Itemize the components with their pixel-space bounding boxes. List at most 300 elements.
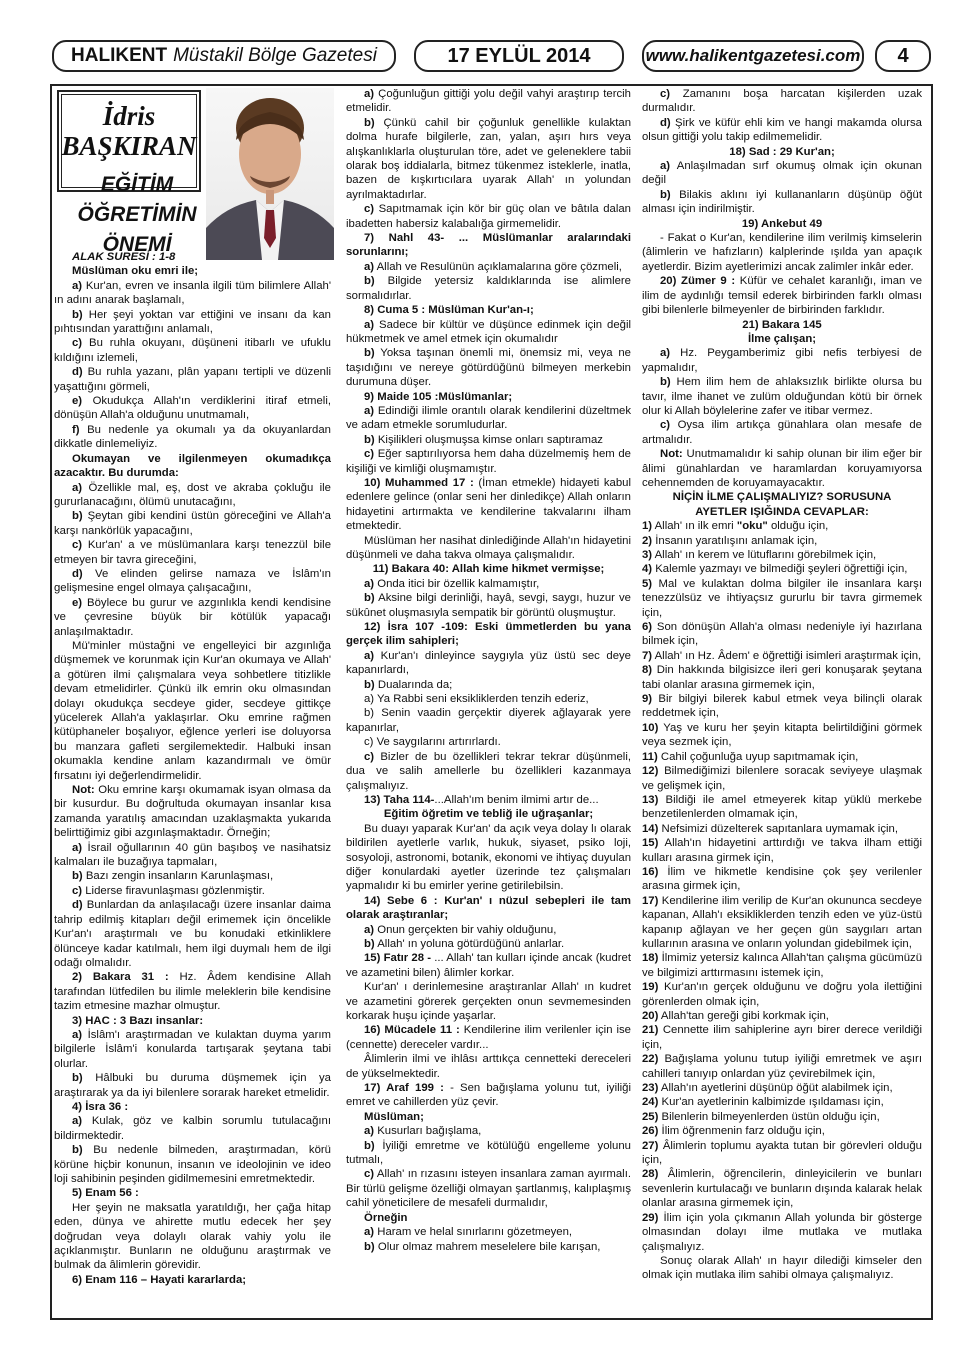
paragraph-label: 6) (642, 621, 653, 634)
paragraph-text: Bu ruhla okuyanı, düşüneni itibarlı ve ufuklu kıldığını izlemeli, (54, 337, 331, 364)
article-paragraph (54, 1071, 331, 1100)
paragraph-text: ALAK SURESİ : 1-8 (72, 251, 176, 263)
author-portrait-image (206, 88, 334, 260)
article-paragraph (346, 750, 631, 793)
paragraph-text: Hz. Peygamberimiz gibi nefis terbiyesi de yapmalıdır, (642, 347, 922, 374)
paragraph-text: Haram ve helal sınırlarını gözetmeyen, (374, 1226, 573, 1239)
paragraph-label: d) (72, 899, 83, 912)
article-paragraph (346, 274, 631, 303)
article-paragraph (642, 318, 922, 332)
paragraph-text: a) Ya Rabbi seni eksikliklerden tenzih ederiz, (364, 693, 589, 706)
article-paragraph (54, 970, 331, 1013)
article-paragraph (642, 490, 922, 504)
paragraph-label: b) (660, 188, 671, 201)
paragraph-text: - Fakat o Kur'an, kendilerine ilim verilmiş kimselerin (âlimlerin ve hafızların) kalplerinde ışılda yan apaçık ayetlerdir. Bizim ayetlerimizi ancak zalimler inkâr eder. (642, 232, 922, 273)
paragraph-label: b) (72, 870, 83, 883)
paragraph-text: 8) Cuma 5 : Müslüman Kur'an-ı; (364, 304, 534, 317)
paragraph-label: Not: (660, 448, 683, 461)
paragraph-text: 5) Enam 56 : (72, 1187, 139, 1200)
article-paragraph (346, 649, 631, 678)
article-paragraph (346, 591, 631, 620)
article-paragraph (642, 1124, 922, 1138)
masthead-brand: HALIKENT (71, 45, 168, 66)
paragraph-label: a) (364, 1226, 375, 1239)
article-paragraph (54, 308, 331, 337)
article-paragraph (642, 375, 922, 418)
article-paragraph (642, 865, 922, 894)
paragraph-text: Cennette ilim sahiplerine ayrı birer derece verildiği için, (642, 1024, 922, 1051)
article-paragraph (346, 303, 631, 317)
article-paragraph (642, 1095, 922, 1109)
paragraph-text: İlim için yola çıkmanın Allah yolunda bir gösterge olmasından dolayı ilme mutlaka ve mutlaka çalışmalıyız. (642, 1211, 922, 1253)
paragraph-text: Allah' ın ilk emri (652, 520, 737, 533)
paragraph-label: a) (364, 404, 375, 417)
paragraph-text: Özellikle mal, eş, dost ve akraba çokluğu ile gururlanacağını, ölümü unutacağını, (54, 481, 331, 508)
article-paragraph (346, 231, 631, 260)
paragraph-label: 11) (642, 750, 658, 763)
article-paragraph (642, 145, 922, 159)
article-paragraph (346, 980, 631, 1023)
paragraph-text: Bazı zengin insanların Karunlaşması, (82, 870, 274, 883)
article-paragraph (642, 505, 922, 519)
article-paragraph (54, 452, 331, 481)
paragraph-text: Müslüman oku emri ile; (72, 265, 199, 278)
paragraph-text: Allah ve Resulünün açıklamalarına göre çözmeli, (374, 260, 622, 273)
paragraph-text: olduğu için, (767, 520, 829, 533)
article-paragraph (642, 534, 922, 548)
article-paragraph (642, 663, 922, 692)
paragraph-label: c) (72, 539, 83, 552)
paragraph-label: b) (364, 116, 375, 129)
paragraph-text: Yoksa taşınan önemli mi, önemsiz mi, veya ne taşıdığını ve nereye götürdüğünü bilmeyen merkebin durumuna düşer. (346, 347, 631, 389)
article-paragraph (54, 1186, 331, 1200)
paragraph-text: Âlimlerin ilmi ve ihlâsı arttıkça cennetteki dereceleri de yükselmektedir. (346, 1053, 631, 1080)
paragraph-text: Bilenlerin bilmeyenlerden üstün olduğu için, (658, 1110, 880, 1123)
article-paragraph (346, 1110, 631, 1124)
paragraph-label: 16) Mücadele 11 : (364, 1024, 460, 1037)
paragraph-label: a) (72, 481, 83, 494)
article-paragraph (642, 692, 922, 721)
article-paragraph (642, 1052, 922, 1081)
article-paragraph (642, 620, 922, 649)
article-paragraph (54, 869, 331, 883)
paragraph-label: 9) (642, 693, 653, 706)
article-paragraph (54, 481, 331, 510)
article-paragraph (642, 1211, 922, 1254)
paragraph-label: b) (72, 308, 83, 321)
article-paragraph (54, 841, 331, 870)
article-paragraph (346, 793, 631, 807)
article-paragraph (346, 577, 631, 591)
article-paragraph (54, 538, 331, 567)
article-paragraph (642, 793, 922, 822)
article-paragraph (642, 1254, 922, 1283)
paragraph-text: İsrail oğullarının 40 gün başıboş ve nasihatsiz kalmaları ile buzağıya tapmaları, (54, 841, 331, 869)
paragraph-text: Allah'ın hidayetini arttırdığı ve takva ilham ettiği kulları arasına girmek için, (642, 837, 922, 864)
paragraph-label: b) (364, 937, 375, 950)
paragraph-label: a) (364, 88, 375, 100)
article-paragraph (54, 1273, 331, 1287)
article-paragraph (642, 87, 922, 116)
paragraph-label: 14) (642, 822, 659, 835)
paragraph-text: Eğitim öğretim ve tebliğ ile uğraşanlar; (383, 808, 594, 821)
paragraph-text: İlmimiz yetersiz kalınca Allah'tan çalışma gücümüzü ve bilgimizi arttırmasını istemek için, (642, 952, 922, 979)
paragraph-text: 7) Nahl 43- ... Müslümanlar aralarındaki sorunlarını; (346, 232, 631, 259)
paragraph-text: Bu nedenle bilmeden, araştırmadan, körü körüne hiçbir konunun, insanın ve ideolojinin ve ideo loji sahibinin peşinden gidilmemesini emretmektedir. (54, 1144, 331, 1185)
paragraph-label: 21) (642, 1024, 659, 1037)
article-paragraph (642, 159, 922, 188)
article-paragraph (642, 116, 922, 145)
paragraph-text: Zamanını boşa harcatan kişilerden uzak durmalıdır. (642, 88, 922, 115)
article-paragraph (54, 423, 331, 452)
issue-date: 17 EYLÜL 2014 (414, 40, 624, 72)
paragraph-text: (İman etmekle) hidayeti kabul edenlere gelince (onlar seni her dinledikçe) Allah onların hidayetini artırmakta ve kendilerine takvalarını ilham etmektedir. (346, 476, 631, 533)
article-paragraph (346, 404, 631, 433)
paragraph-text: Okudukça Allah'ın verdiklerini itiraf etmeli, dönüşün Allah'a olduğunu unutmamalı, (54, 395, 331, 422)
article-paragraph (54, 1028, 331, 1071)
paragraph-text: Son dönüşün Allah'a olması nedeniyle iyi hazırlana bilmek için, (642, 621, 922, 648)
article-paragraph (346, 822, 631, 894)
paragraph-text: 21) Bakara 145 (742, 318, 822, 331)
article-paragraph (346, 894, 631, 923)
article-paragraph (54, 509, 331, 538)
paragraph-text: Mü'minler müstağni ve engelleyici bir azgınlığa düşmemek ve korunmak için Kur'an okumaya ve Allah' a götüren ilmi çalışmalara veya sohbetlere titizlikle devam etmelidirler. Çünkü ilk emrin oku olmasından dolayı okudukça secdeye gider, secdeye gittikçe yücelerek Allah'a yaklaşırlar. Oku emrine rağmen kütüphaneler boşalıyor, eğlence yerleri ise doluyorsa bu manzara gafleti sergilemektedir. Halbuki insan okumakla kendine anlam kazandırmalı ve ömür fırsatını iyi değerlendirmelidir. (54, 639, 331, 782)
article-paragraph (346, 534, 631, 563)
article-paragraph (54, 639, 331, 783)
masthead-subtitle: Müstakil Bölge Gazetesi (173, 45, 377, 66)
paragraph-text: Âlimlerin toplumu ayakta tutan bir görevleri olduğu için, (642, 1139, 922, 1167)
article-paragraph (346, 1240, 631, 1254)
paragraph-label: c) (364, 203, 375, 216)
paragraph-label: a) (72, 1028, 83, 1041)
paragraph-text: 3) HAC : 3 Bazı insanlar: (72, 1014, 204, 1027)
paragraph-label: 17) (642, 894, 659, 907)
paragraph-text: İyiliği emretme ve kötülüğü engelleme yolunu tutmalı, (346, 1139, 631, 1167)
article-paragraph (642, 894, 922, 952)
paragraph-text: 11) Bakara 40: Allah kime hikmet vermişse; (372, 563, 605, 576)
paragraph-text: Bu ruhla yazanı, plân yapanı tertipli ve düzenli yaşattığını görmeli, (54, 366, 331, 393)
article-paragraph (642, 1009, 922, 1023)
article-paragraph (54, 596, 331, 639)
paragraph-label: b) (364, 347, 375, 360)
article-paragraph (642, 188, 922, 217)
article-paragraph (346, 346, 631, 389)
article-paragraph (54, 394, 331, 423)
masthead (52, 40, 396, 72)
article-paragraph (346, 476, 631, 534)
paragraph-text: Onun gerçekten bir vahiy olduğunu, (374, 923, 557, 936)
paragraph-label: c) (364, 750, 375, 763)
paragraph-text: Edindiği ilimle orantılı olarak kendilerini düzeltmek ve adam etmekle sorumludurlar. (346, 404, 631, 432)
paragraph-label: 10) Muhammed 17 : (364, 476, 474, 489)
paragraph-text: Din hakkında bilgisizce ileri geri konuşarak şeytana tabi olanlar arasına girmemek için, (642, 664, 922, 691)
paragraph-label: 2) (642, 534, 653, 547)
paragraph-text: Kur'an, evren ve insanla ilgili tüm bilimlere Allah' ın adını anarak başlamalı, (54, 279, 331, 307)
article-paragraph (346, 706, 631, 735)
article-paragraph (346, 1167, 631, 1210)
article-paragraph (642, 577, 922, 620)
article-paragraph (346, 807, 631, 821)
paragraph-text: Kur'an' a ve müslümanlara karşı tenezzül bile etmeyen bir tavra gireceğini, (54, 539, 331, 566)
paragraph-label: 12) (642, 765, 659, 778)
paragraph-text: 9) Maide 105 :Müslümanlar; (364, 390, 513, 403)
paragraph-text: Şeytan gibi kendini üstün göreceğini ve Allah'a karşı nankörlük yapacağını, (54, 510, 331, 537)
paragraph-label: c) (72, 337, 83, 350)
paragraph-label: b) (364, 1139, 375, 1152)
paragraph-label: a) (72, 279, 83, 292)
website-url[interactable]: www.halikentgazetesi.com (642, 40, 864, 72)
article-paragraph (346, 1081, 631, 1110)
paragraph-text: Şirk ve küfür ehli kim ve hangi makamda olursa olsun gittiği yolu takip edilmemelidir. (642, 116, 922, 144)
paragraph-text: b) Senin vaadin gerçektir diyerek ağlayarak yere kapanırlar, (346, 707, 631, 734)
article-paragraph (346, 1225, 631, 1239)
paragraph-text: Bizler de bu özellikleri tekrar tekrar düşünmeli, dua ve salih amellerle bu özellikleri kazanmaya çalışmalıyız. (346, 750, 631, 792)
paragraph-text: NİÇİN İLME ÇALIŞMALIYIZ? SORUSUNA (672, 491, 892, 504)
paragraph-text: c) Ve saygılarını artırırlardı. (364, 736, 501, 749)
paragraph-label: 1) (642, 520, 653, 533)
paragraph-text: Bu duayı yaparak Kur'an' da açık veya dolay lı olarak bildirilen ayetlerle varlık, hukuk, siyaset, psiko loji, sosyoloji, astronomi, botanik, ekonomi ve ihtiyaç duyulan diğer konulardaki ayetler üzerinde tez çalışmaları yapmalıdır ki bu emirler yerine getirilebilsin. (346, 822, 632, 893)
paragraph-label: 5) (642, 577, 653, 590)
page-header (52, 36, 927, 70)
paragraph-label: 28) (642, 1168, 659, 1181)
paragraph-label: 27) (642, 1139, 659, 1152)
paragraph-label: b) (72, 1144, 83, 1157)
paragraph-text: Çünkü cahil bir çoğunluk genellikle kulaktan dolma hurafe bilgilerle, zan, yalan, aşırı hırs veya alışkanlıklarla oluşturulan töre, adet ve geleneklere tabii olarak boş iddialarla, bitmez tükenmez isteklerle, inatla, bazen de kışkırtıcılara uyarak Allah' ın yolundan ayrılmaktadırlar. (346, 116, 631, 201)
paragraph-text: Sadece bir kültür ve düşünce edinmek için değil hükmetmek ve amel etmek için okumalıdır (346, 318, 631, 345)
paragraph-text: AYETLER IŞIĞINDA CEVAPLAR: (695, 505, 869, 518)
paragraph-text: Müslüman her nasihat dinlediğinde Allah'ın hidayetini düşünmeli ve daha takva olmaya çalışmalıdır. (346, 534, 631, 561)
paragraph-text: Allah' ın rızasını isteyen insanlara zaman ayırmalı. Bir türlü gelişme özelliği olmayan şartlanmış, kalıplaşmış cahil yöneticilere de mesafeli durmalıdır, (346, 1168, 631, 1210)
paragraph-label: 20) (642, 1010, 659, 1022)
paragraph-label: 13) (642, 793, 659, 806)
paragraph-label: 15) (642, 837, 659, 850)
paragraph-label: c) (660, 419, 671, 432)
article-paragraph (642, 1081, 922, 1095)
paragraph-text: Bir bilgiyi bilerek kabul etmek veya bilinçli olarak reddetmek için, (642, 693, 922, 720)
article-paragraph (346, 923, 631, 937)
paragraph-label: 25) (642, 1110, 659, 1123)
article-paragraph (54, 1201, 331, 1273)
article-title-line: EĞİTİM (100, 173, 174, 196)
article-paragraph (346, 562, 631, 576)
article-paragraph (346, 87, 631, 116)
article-paragraph (346, 1124, 631, 1138)
article-paragraph (54, 1100, 331, 1114)
paragraph-text: Her şeyi yoktan var ettiğini ve insanı da kan pıhtısından yarattığını anlamalı, (54, 308, 331, 336)
paragraph-text: Kişilikleri oluşmuşsa kimse onları saptıramaz (374, 433, 603, 446)
paragraph-text: Her şeyin ne maksatla yaratıldığı, her çağa hitap eden, dünya ve ahirette mutlu edecek her şey doğrudan veya dolaylı olarak vahiy yolu ile açıklanmıştır. Bunların ne olduğunu araştırmak ve bulmak da âlimlerin görevidir. (54, 1201, 331, 1272)
paragraph-label: d) (72, 567, 83, 580)
article-paragraph (54, 250, 331, 264)
article-paragraph (346, 1052, 631, 1081)
paragraph-label: 4) (642, 563, 653, 576)
article-paragraph (54, 1114, 331, 1143)
paragraph-label: b) (72, 510, 83, 523)
paragraph-label: 15) Fatır 28 - (364, 952, 432, 965)
article-title-line: ÖNEMİ (102, 233, 172, 256)
paragraph-label: 19) (642, 981, 659, 994)
paragraph-text: 14) Sebe 6 : Kur'an' ı nüzul sebepleri ile tam olarak araştıranlar; (346, 894, 631, 922)
paragraph-text: Örneğin (364, 1211, 408, 1224)
paragraph-text: Sonuç olarak Allah' ın hayır dilediği kimseler den olmak için mutlaka ilim sahibi olmaya çalışmalıyız. (642, 1254, 922, 1282)
paragraph-label: c) (72, 884, 83, 897)
paragraph-text: Kulak, göz ve kalbin sorumlu tutulacağını bildirmektedir. (54, 1115, 331, 1142)
paragraph-text: 18) Sad : 29 Kur'an; (729, 145, 835, 158)
article-paragraph (642, 562, 922, 576)
paragraph-text: Bunlardan da anlaşılacağı üzere insanlar daima tahrip edilmiş kitapları değil erimemek için öncelikle Kur'an'ı araştırmalı ve bu konudaki etkinliklere ölünceye kadar katılmalı, hem ilgi duymalı hem de ilgi odağı olmalıdır. (54, 899, 331, 969)
paragraph-text: Kusurları bağışlama, (374, 1125, 482, 1138)
article-paragraph (642, 519, 922, 533)
paragraph-text: Yaş ve kuru her şeyin kitapta belirtildiğini görmek veya sezmek için, (642, 721, 922, 749)
article-paragraph (346, 951, 631, 980)
paragraph-label: a) (660, 347, 671, 360)
paragraph-label: b) (364, 678, 375, 691)
paragraph-text: 12) İsra 107 -109: Eski ümmetlerden bu yana gerçek ilim sahipleri; (346, 621, 631, 648)
paragraph-text: Bildiği ile amel etmeyerek kitap yüklü merkebe benzetilenlerden olmamak için, (642, 793, 922, 821)
paragraph-label: Not: (72, 784, 95, 797)
article-paragraph (642, 548, 922, 562)
article-paragraph (346, 1139, 631, 1168)
paragraph-text: Küfür ve cehalet karanlığı, iman ve ilim de aydınlığı temsil ederek birbirinden farklı olması gibi bilenlerle bilmeyenler de birbirinden farklıdır. (642, 275, 923, 317)
paragraph-text: Anlaşılmadan sırf okumuş olmak için okunan değil (642, 160, 922, 187)
article-paragraph (54, 336, 331, 365)
paragraph-text: Kur'an' ı derinlemesine araştıranlar Allah' ın kudret ve azametini görerek gerçekten onun sevmemesinden korkarak huşu içinde yaşarlar. (346, 981, 631, 1022)
paragraph-text: 6) Enam 116 – Hayati kararlarda; (72, 1273, 247, 1286)
paragraph-label: 16) (642, 865, 659, 878)
paragraph-label: a) (364, 577, 375, 590)
paragraph-text: Olur olmaz mahrem meselelere bile karışan, (374, 1240, 601, 1253)
paragraph-label: a) (364, 923, 375, 936)
paragraph-label: f) (72, 423, 80, 436)
page-number: 4 (875, 40, 931, 72)
paragraph-text: Sapıtmamak için kör bir güç olan ve bâtıla dalan ibadetten habersiz kalabalığa girmemelidir. (346, 203, 631, 230)
paragraph-label: b) (72, 1072, 83, 1085)
article-column-2 (346, 87, 631, 1254)
article-paragraph (346, 116, 631, 202)
paragraph-text: Eğer saptırılıyorsa hem daha düzelmemiş hem de kişiliği ve kimliği oluşmamıştır. (346, 448, 631, 475)
article-paragraph (54, 884, 331, 898)
article-paragraph (54, 567, 331, 596)
article-paragraph (642, 1139, 922, 1168)
article-paragraph (346, 1023, 631, 1052)
paragraph-text: Mal ve kulaktan dolma bilgiler ile insanlara karşı tenezzülsüz ve ihtiyaçsız gururlu bir tavra girmemek için, (642, 577, 922, 619)
paragraph-text: Kalemle yazmayı ve bilmediği şeyleri öğrettiği için, (652, 563, 908, 576)
paragraph-label: a) (72, 1115, 83, 1128)
paragraph-label: 8) (642, 664, 653, 677)
paragraph-label: 7) (642, 649, 653, 662)
emphasis-text: "oku" (736, 520, 768, 533)
paragraph-label: d) (72, 366, 83, 379)
paragraph-label: 20) Zümer 9 : (660, 275, 736, 288)
article-paragraph (642, 764, 922, 793)
article-paragraph (346, 937, 631, 951)
article-paragraph (346, 433, 631, 447)
paragraph-text: Onda itici bir özellik kalmamıştır, (374, 577, 540, 590)
paragraph-label: a) (660, 160, 671, 173)
article-paragraph (54, 1143, 331, 1186)
paragraph-label: 29) (642, 1211, 659, 1224)
article-paragraph (642, 980, 922, 1009)
paragraph-text: - Sen bağışlama yolunu tut, iyiliği emret ve cahillerden yüz çevir. (346, 1082, 631, 1109)
article-paragraph (642, 750, 922, 764)
paragraph-text: Müslüman; (364, 1110, 424, 1123)
article-paragraph (346, 678, 631, 692)
article-paragraph (642, 274, 922, 317)
article-paragraph (346, 692, 631, 706)
paragraph-label: b) (364, 592, 375, 605)
paragraph-text: Âlimlerin, öğrencilerin, dinleyicilerin ve bunları sevenlerin kurtulacağı ve bunların dışında kalarak helak olanlar arasına girmemek için, (642, 1168, 922, 1210)
article-paragraph (642, 822, 922, 836)
paragraph-text: İlim öğrenmenin farz olduğu için, (658, 1125, 825, 1138)
paragraph-label: b) (660, 376, 671, 389)
article-paragraph (642, 951, 922, 980)
article-paragraph (54, 264, 331, 278)
paragraph-label: 10) (642, 721, 659, 734)
paragraph-label: 22) (642, 1053, 659, 1066)
paragraph-text: Hem ilim hem de ahlaksızlık birlikte olursa bu tavır, ilme ihanet ve zulüm olduğundan kötü bir örnek olur ki Allah böylelerine zafer ve itibar vermez. (642, 376, 922, 417)
article-paragraph (346, 735, 631, 749)
paragraph-label: 18) (642, 952, 659, 965)
paragraph-text: Kur'an'ı dinleyince saygıyla yüz üstü sec deye kapanırlardı, (346, 649, 631, 677)
article-paragraph (54, 279, 331, 308)
paragraph-text: Ve elinden gelirse namaza ve İslâm'ın gelişmesine engel olmaya çalışacağını, (54, 567, 331, 595)
article-paragraph (346, 318, 631, 347)
paragraph-text: Allah' ın kerem ve lütuflarını görebilmek için, (652, 549, 877, 561)
paragraph-text: Nefsimizi düzelterek sapıtanlara uymamak için, (658, 822, 898, 835)
paragraph-text: Allah'tan gereği gibi korkmak için, (658, 1010, 829, 1022)
article-paragraph (54, 783, 331, 841)
paragraph-label: b) (364, 275, 375, 288)
author-first-name: İdris (102, 101, 156, 131)
paragraph-label: c) (364, 448, 375, 461)
paragraph-text: İslâm'ı araştırmadan ve kulaktan duyma yarım bilgilerle İslâm'i konularda tartışarak şeytana tabi olurlar. (54, 1028, 331, 1070)
paragraph-text: Kendilerine ilim verilip de Kur'an okununca secdeye kapanan, Allah'ı eksikliklerden tenzih eden ve yüz-üstü kapanıp ağlayan ve her geçen gün saygıları artan kullarının arasına ve onların yolundan gidebilmek için, (642, 894, 922, 950)
paragraph-text: Bilgide yetersiz kaldıklarında ise alimlere sormalıdırlar. (346, 275, 631, 302)
paragraph-text: Çoğunluğun gittiği yolu değil vahyi araştırıp tercih etmelidir. (346, 88, 631, 115)
article-paragraph (54, 365, 331, 394)
article-paragraph (346, 1211, 631, 1225)
article-paragraph (346, 620, 631, 649)
paragraph-label: 13) Taha 114- (364, 793, 435, 806)
paragraph-text: Oku emrine karşı okumamak isyan olmasa da bir kusurdur. Bu doğrultuda okumayan insanlar kısa zamanda yaratılış amacından uzaklaşmakta yukarıda belirttiğimiz gibi azgınlaşmaktadır. Örneğin; (54, 784, 331, 840)
article-paragraph (642, 346, 922, 375)
paragraph-label: 26) (642, 1125, 659, 1138)
author-photo (206, 88, 334, 260)
paragraph-label: b) (364, 433, 375, 446)
article-paragraph (346, 202, 631, 231)
article-paragraph (54, 898, 331, 970)
paragraph-label: a) (72, 841, 83, 854)
article-paragraph (642, 447, 922, 490)
paragraph-label: 2) Bakara 31 : (72, 971, 169, 984)
article-title-line: ÖĞRETİMİN (77, 203, 197, 226)
article-column-3 (642, 87, 922, 1283)
article-paragraph (642, 1167, 922, 1210)
paragraph-text: İlim ve hikmetle kendisine çok şey verilenler arasına girmek için, (642, 865, 922, 893)
article-paragraph (642, 649, 922, 663)
paragraph-label: e) (72, 596, 83, 609)
paragraph-text: Oysa ilim artıkça günahlara olan mesafe de artmalıdır. (642, 419, 922, 446)
paragraph-label: e) (72, 395, 83, 408)
paragraph-text: İlme çalışan; (747, 332, 817, 345)
paragraph-text: Bağışlama yolunu tutup iyiliği emretmek ve aşırı cahilleri tanıyıp onlardan yüz çevirebilmek için, (642, 1053, 922, 1080)
article-paragraph (642, 1110, 922, 1124)
article-paragraph (346, 260, 631, 274)
paragraph-text: İnsanın yaratılışını anlamak için, (652, 534, 818, 547)
article-paragraph (642, 1023, 922, 1052)
article-paragraph (642, 231, 922, 274)
paragraph-label: 17) Araf 199 : (364, 1082, 444, 1095)
